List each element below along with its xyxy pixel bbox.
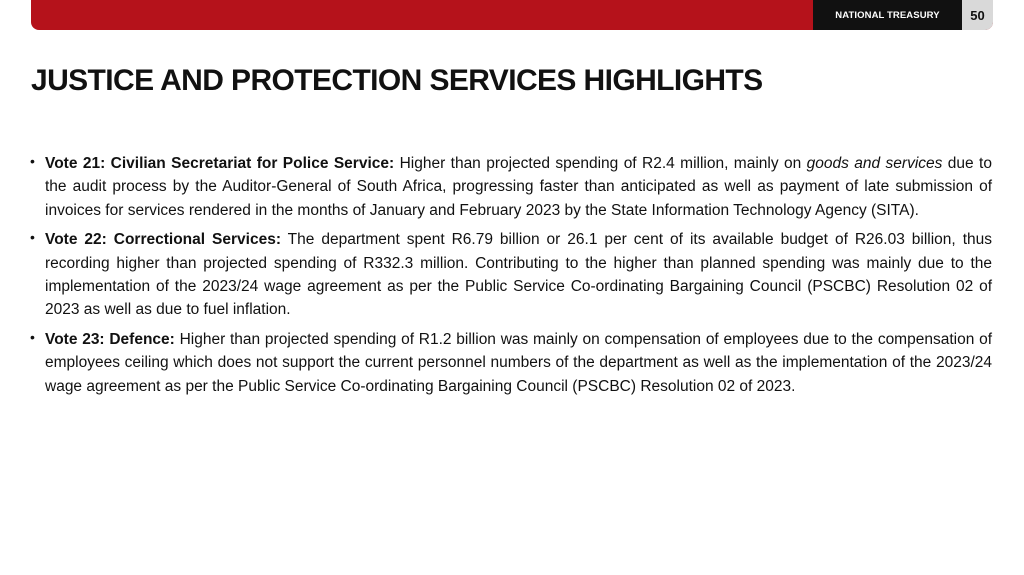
bullet-text: Higher than projected spending of R2.4 million, mainly on: [394, 155, 807, 172]
bullet-list: [31, 152, 992, 404]
bullet-text: The department spent R6.79 billion or 26.1 per cent of its available budget of R26.03 billion, thus recording higher than projected spending of R332.3 million. Contributing to the higher than planned spending was mainly due to the implementation of the 2023/24 wage agreement as per the Public Service Co-ordinating Bargaining Council (PSCBC) Resolution 02 of 2023 as well as due to fuel inflation.: [45, 231, 992, 319]
bullet-dot-icon: •: [30, 328, 35, 345]
brand-label: NATIONAL TREASURY: [813, 0, 962, 30]
bullet-lead: Vote 22: Correctional Services:: [45, 231, 281, 249]
slide-title: JUSTICE AND PROTECTION SERVICES HIGHLIGHTS: [31, 64, 763, 97]
bullet-vote-23: [31, 328, 992, 398]
header-bar: [31, 0, 993, 30]
bullet-text: due to the audit process by the Auditor-General of South Africa, progressing faster than anticipated as well as payment of late submission of invoices for services rendered in the months of January and February 2023 by the State Information Technology Agency (SITA).: [45, 155, 992, 219]
bullet-lead: Vote 21: Civilian Secretariat for Police Service:: [45, 155, 395, 172]
bullet-emphasis: goods and services: [806, 155, 943, 172]
bullet-lead: Vote 23: Defence:: [45, 330, 175, 348]
page-number: 50: [962, 0, 993, 30]
bullet-dot-icon: •: [30, 153, 35, 169]
bullet-vote-22: [31, 228, 992, 322]
bullet-dot-icon: •: [30, 229, 35, 246]
bullet-vote-21: [31, 152, 992, 222]
bullet-text: Higher than projected spending of R1.2 billion was mainly on compensation of employees due to the compensation of employees ceiling which does not support the current personnel numbers of the department as well as the implementation of the 2023/24 wage agreement as per the Public Service Co-ordinating Bargaining Council (PSCBC) Resolution 02 of 2023.: [45, 330, 993, 395]
